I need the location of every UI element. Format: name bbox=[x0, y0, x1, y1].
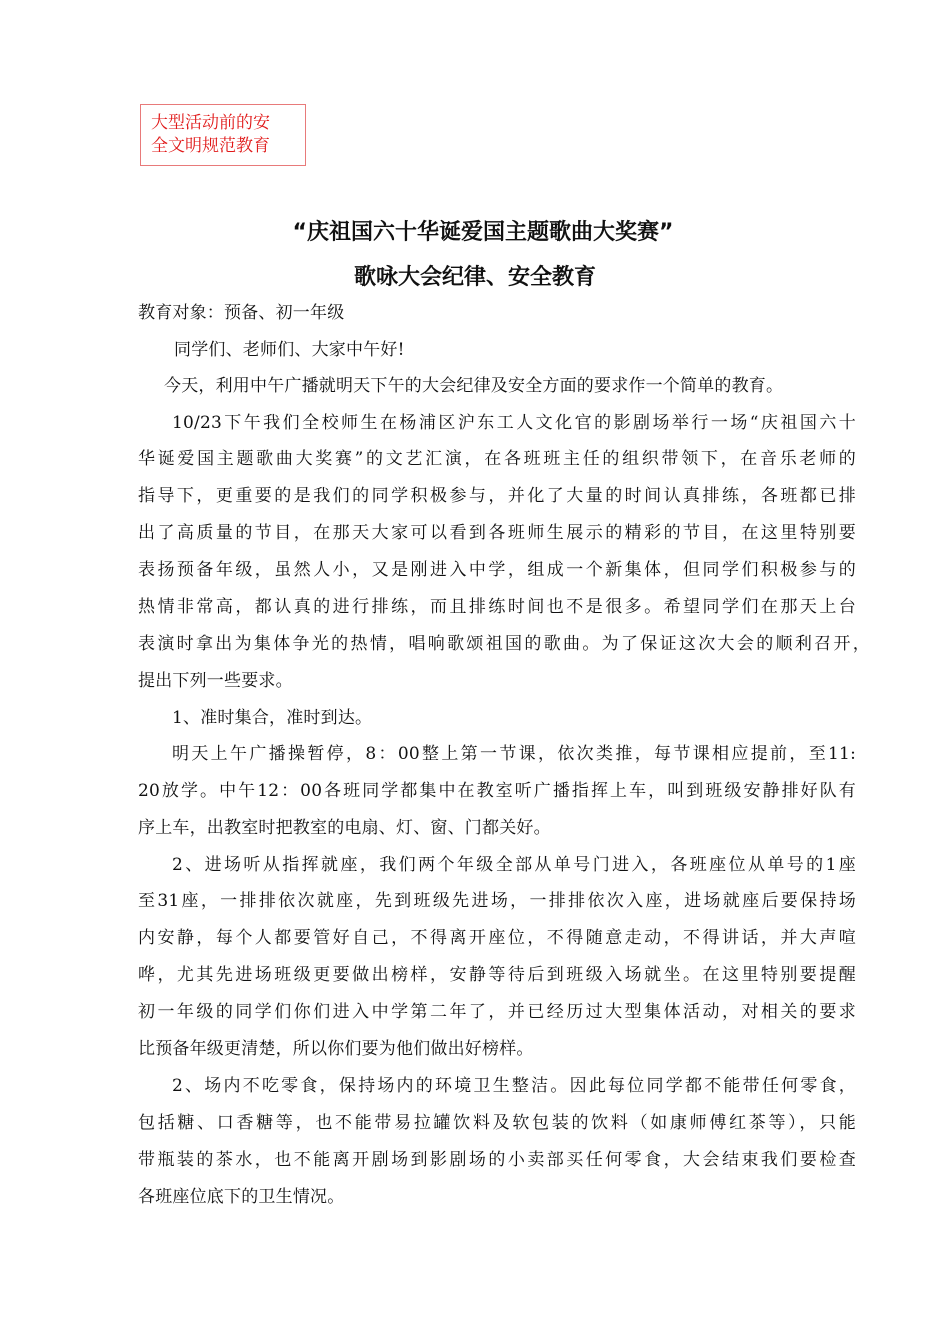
stamp-box bbox=[140, 104, 306, 166]
document-subtitle: 歌咏大会纪律、安全教育 bbox=[353, 265, 596, 290]
paragraph-line: 初一年级的同学们你们进入中学第二年了，并已经历过大型集体活动，对相关的要求 bbox=[138, 1002, 856, 1022]
paragraph-line: 序上车，出教室时把教室的电扇、灯、窗、门都关好。 bbox=[138, 818, 551, 838]
paragraph-line: 各班座位底下的卫生情况。 bbox=[138, 1187, 345, 1207]
paragraph-line: 提出下列一些要求。 bbox=[138, 671, 293, 691]
audience-line: 教育对象：预备、初一年级 bbox=[138, 303, 345, 323]
paragraph-line: 至31座，一排排依次就座，先到班级先进场，一排排依次入座，进场就座后要保持场 bbox=[138, 891, 856, 911]
paragraph-line: 10/23下午我们全校师生在杨浦区沪东工人文化官的影剧场举行一场“庆祖国六十 bbox=[172, 413, 856, 433]
paragraph-line: 带瓶装的茶水，也不能离开剧场到影剧场的小卖部买任何零食，大会结束我们要检查 bbox=[138, 1150, 856, 1170]
paragraph-line: 热情非常高，都认真的进行排练，而且排练时间也不是很多。希望同学们在那天上台 bbox=[138, 597, 856, 617]
paragraph-line: 指导下，更重要的是我们的同学积极参与，并化了大量的时间认真排练，各班都已排 bbox=[138, 486, 856, 506]
paragraph-line: 华诞爱国主题歌曲大奖赛”的文艺汇演，在各班班主任的组织带领下，在音乐老师的 bbox=[138, 449, 856, 469]
document-title: “庆祖国六十华诞爱国主题歌曲大奖赛” bbox=[292, 220, 674, 245]
paragraph-line: 20放学。中午12：00各班同学都集中在教室听广播指挥上车，叫到班级安静排好队有 bbox=[138, 781, 856, 801]
greeting-line: 同学们、老师们、大家中午好! bbox=[174, 340, 405, 360]
stamp-text-line-2: 全文明规范教育 bbox=[151, 136, 270, 156]
paragraph-line: 明天上午广播操暂停，8：00整上第一节课，依次类推，每节课相应提前，至11: bbox=[172, 744, 856, 764]
paragraph-line: 2、进场听从指挥就座，我们两个年级全部从单号门进入，各班座位从单号的1座 bbox=[172, 855, 856, 875]
paragraph-line: 比预备年级更清楚，所以你们要为他们做出好榜样。 bbox=[138, 1039, 534, 1059]
stamp-text-line-1: 大型活动前的安 bbox=[151, 113, 270, 133]
paragraph-line: 出了高质量的节目，在那天大家可以看到各班师生展示的精彩的节目，在这里特别要 bbox=[138, 523, 856, 543]
paragraph-line: 表演时拿出为集体争光的热情，唱响歌颂祖国的歌曲。为了保证这次大会的顺利召开， bbox=[138, 634, 870, 654]
paragraph-line: 包括糖、口香糖等，也不能带易拉罐饮料及软包装的饮料（如康师傅红茶等），只能 bbox=[138, 1113, 856, 1133]
intro-line: 今天，利用中午广播就明天下午的大会纪律及安全方面的要求作一个简单的教育。 bbox=[164, 376, 784, 396]
paragraph-line: 内安静，每个人都要管好自己，不得离开座位，不得随意走动，不得讲话，并大声喧 bbox=[138, 928, 856, 948]
item-1-heading: 1、准时集合，准时到达。 bbox=[172, 708, 373, 728]
paragraph-line: 2、场内不吃零食，保持场内的环境卫生整洁。因此每位同学都不能带任何零食， bbox=[172, 1076, 856, 1096]
paragraph-line: 哗，尤其先进场班级更要做出榜样，安静等待后到班级入场就坐。在这里特别要提醒 bbox=[138, 965, 856, 985]
paragraph-line: 表扬预备年级，虽然人小，又是刚进入中学，组成一个新集体，但同学们积极参与的 bbox=[138, 560, 856, 580]
